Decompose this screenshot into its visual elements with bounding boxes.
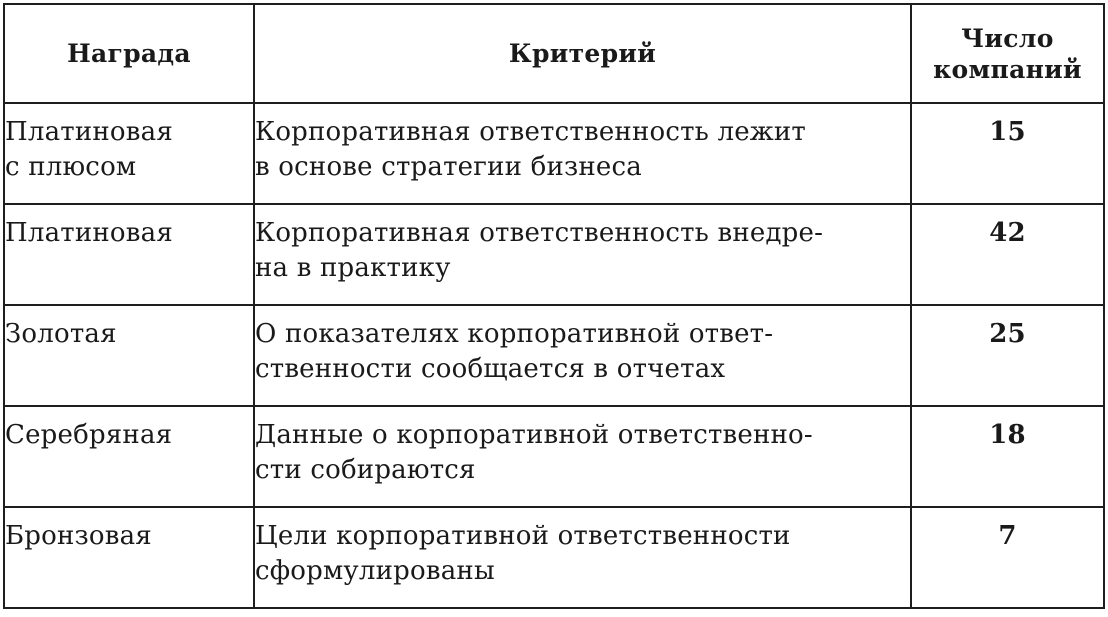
criterion-text: О показателях корпоративной ответ- (255, 319, 774, 349)
table-row (4, 507, 1104, 608)
award-cell (4, 204, 254, 305)
count-cell: 7 (911, 507, 1104, 608)
count-cell: 25 (911, 305, 1104, 406)
header-count (911, 4, 1104, 103)
criterion-cell (254, 406, 911, 507)
award-cell (4, 305, 254, 406)
criterion-text: Цели корпоративной ответственности (255, 521, 791, 551)
criterion-text: Данные о корпоративной ответственно- (255, 420, 813, 450)
count-cell: 18 (911, 406, 1104, 507)
criterion-cell (254, 305, 911, 406)
table-header-row (4, 4, 1104, 103)
award-text: с плюсом (5, 152, 137, 182)
criterion-text: сформулированы (255, 556, 495, 586)
header-count-line1: Число (961, 23, 1054, 53)
count-cell: 15 (911, 103, 1104, 204)
award-text: Платиновая (5, 218, 173, 248)
criterion-text: Корпоративная ответственность внедре- (255, 218, 824, 248)
criterion-cell (254, 103, 911, 204)
criterion-text: ственности сообщается в отчетах (255, 354, 726, 384)
award-text: Платиновая (5, 117, 173, 147)
header-award: Награда (4, 4, 254, 103)
award-cell (4, 103, 254, 204)
award-text: Бронзовая (5, 521, 152, 551)
header-criterion: Критерий (254, 4, 911, 103)
criterion-cell (254, 507, 911, 608)
count-cell: 42 (911, 204, 1104, 305)
awards-table (3, 3, 1105, 609)
award-cell (4, 507, 254, 608)
table-row (4, 103, 1104, 204)
criterion-text: на в практику (255, 253, 451, 283)
table-row (4, 406, 1104, 507)
award-cell (4, 406, 254, 507)
criterion-cell (254, 204, 911, 305)
header-count-line2: компаний (933, 54, 1082, 84)
award-text: Серебряная (5, 420, 173, 450)
table-row (4, 204, 1104, 305)
award-text: Золотая (5, 319, 117, 349)
table-row (4, 305, 1104, 406)
criterion-text: сти собираются (255, 455, 476, 485)
criterion-text: Корпоративная ответственность лежит (255, 117, 807, 147)
criterion-text: в основе стратегии бизнеса (255, 152, 642, 182)
